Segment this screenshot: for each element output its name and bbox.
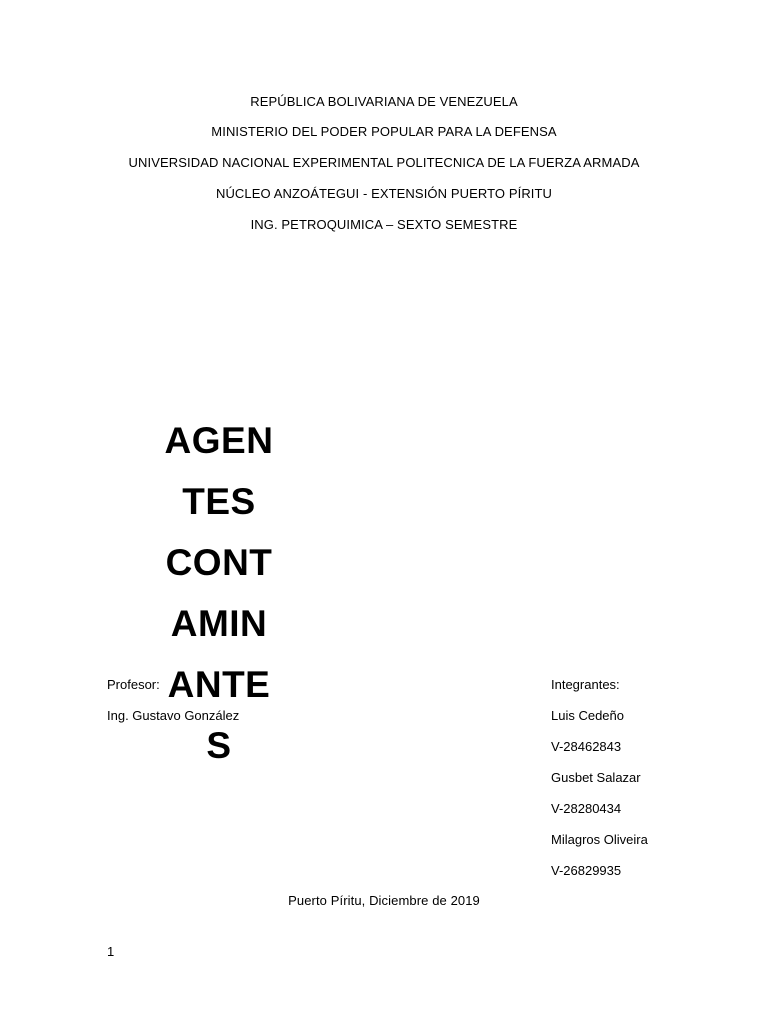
members-list <box>551 677 648 894</box>
title-line-2: TES <box>182 481 256 522</box>
place-date: Puerto Píritu, Diciembre de 2019 <box>288 893 480 908</box>
title-line-1: AGEN <box>164 420 274 461</box>
page-number: 1 <box>107 944 115 959</box>
member-item: Gusbet Salazar <box>551 770 641 785</box>
title-line-6: S <box>206 725 232 766</box>
member-item: V-28280434 <box>551 801 622 816</box>
member-item: Luis Cedeño <box>551 708 624 723</box>
header-career: ING. PETROQUIMICA – SEXTO SEMESTRE <box>250 217 518 232</box>
header-nucleus: NÚCLEO ANZOÁTEGUI - EXTENSIÓN PUERTO PÍRITU <box>215 186 553 201</box>
title-line-5: ANTE <box>167 664 271 705</box>
members-label: Integrantes: <box>551 677 620 692</box>
header-ministry: MINISTERIO DEL PODER POPULAR PARA LA DEFENSA <box>211 124 557 139</box>
professor-name: Ing. Gustavo González <box>107 708 240 723</box>
title-line-3: CONT <box>165 542 273 583</box>
title-line-4: AMIN <box>170 603 268 644</box>
member-item: V-28462843 <box>551 739 622 754</box>
professor-label: Profesor: <box>107 677 160 692</box>
header-republic: REPÚBLICA BOLIVARIANA DE VENEZUELA <box>250 94 518 109</box>
member-item: V-26829935 <box>551 863 622 878</box>
member-item: Milagros Oliveira <box>551 832 648 847</box>
header-university: UNIVERSIDAD NACIONAL EXPERIMENTAL POLITECNICA DE LA FUERZA ARMADA <box>128 155 640 170</box>
